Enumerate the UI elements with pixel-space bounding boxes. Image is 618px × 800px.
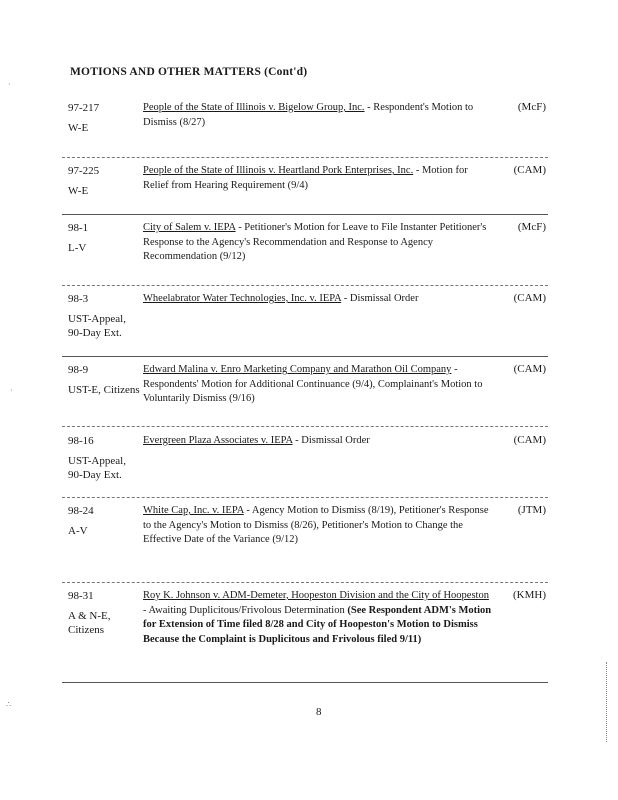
case-caption: Roy K. Johnson v. ADM-Demeter, Hoopeston Division and the City of Hoopeston bbox=[143, 590, 489, 601]
docket-number: 98-31 bbox=[68, 590, 94, 602]
row-divider bbox=[62, 157, 548, 158]
entry-note: (See Respondent ADM's Motion for Extension of Time filed 8/28 and City of Hoopeston's Motion to Dismiss Because the Complaint is Duplicitous and Frivolous filed 9/11) bbox=[143, 604, 492, 645]
entry-body bbox=[143, 504, 493, 548]
case-classification: UST-E, Citizens bbox=[68, 384, 140, 396]
case-caption: Evergreen Plaza Associates v. IEPA bbox=[143, 435, 293, 446]
entry-body bbox=[143, 363, 493, 407]
page-number: 8 bbox=[316, 706, 322, 718]
case-caption: White Cap, Inc. v. IEPA bbox=[143, 505, 244, 516]
board-member-initials: (KMH) bbox=[513, 589, 546, 601]
case-classification: A & N-E, Citizens bbox=[68, 610, 111, 636]
docket-number: 98-16 bbox=[68, 435, 94, 447]
entry-description: - Dismissal Order bbox=[292, 435, 370, 446]
row-divider bbox=[62, 356, 548, 357]
entry-description: - Motion for Relief from Hearing Requirement (9/4) bbox=[143, 165, 468, 191]
docket-number: 97-217 bbox=[68, 102, 100, 114]
board-member-initials: (JTM) bbox=[517, 504, 546, 516]
case-caption: Edward Malina v. Enro Marketing Company and Marathon Oil Company bbox=[143, 364, 452, 375]
case-classification: UST-Appeal, 90-Day Ext. bbox=[68, 455, 126, 481]
docket-cell bbox=[68, 101, 142, 135]
entry-description: - Respondents' Motion for Additional Continuance (9/4), Complainant's Motion to Voluntarily Dismiss (9/16) bbox=[143, 364, 483, 404]
page-title: MOTIONS AND OTHER MATTERS (Cont'd) bbox=[70, 66, 308, 78]
entry-body bbox=[143, 434, 493, 449]
entry-body bbox=[143, 164, 493, 193]
row-divider bbox=[62, 497, 548, 498]
entry-description: - Respondent's Motion to Dismiss (8/27) bbox=[143, 102, 474, 128]
row-divider bbox=[62, 214, 548, 215]
scan-speck: · bbox=[10, 386, 13, 395]
entry-body bbox=[143, 221, 493, 265]
board-member-initials: (CAM) bbox=[513, 292, 546, 304]
docket-cell bbox=[68, 221, 142, 255]
docket-cell bbox=[68, 434, 142, 482]
case-caption: Wheelabrator Water Technologies, Inc. v. IEPA bbox=[143, 293, 342, 304]
docket-number: 98-24 bbox=[68, 505, 94, 517]
docket-number: 97-225 bbox=[68, 165, 100, 177]
docket-number: 98-3 bbox=[68, 293, 89, 305]
case-classification: UST-Appeal, 90-Day Ext. bbox=[68, 313, 126, 339]
row-divider bbox=[62, 426, 548, 427]
board-member-initials: (CAM) bbox=[513, 434, 546, 446]
board-member-initials: (McF) bbox=[517, 101, 546, 113]
board-member-initials: (McF) bbox=[517, 221, 546, 233]
docket-number: 98-1 bbox=[68, 222, 89, 234]
docket-cell bbox=[68, 292, 142, 340]
entry-description: - Agency Motion to Dismiss (8/19), Petitioner's Response to the Agency's Motion to Dismiss (8/26), Petitioner's Motion to Change the Effective Date of the Variance (9/12) bbox=[143, 505, 489, 545]
scan-margin-mark bbox=[606, 662, 607, 742]
board-member-initials: (CAM) bbox=[513, 363, 546, 375]
case-classification: W-E bbox=[68, 185, 89, 197]
entry-body bbox=[143, 292, 493, 307]
row-divider bbox=[62, 285, 548, 286]
case-caption: People of the State of Illinois v. Bigelow Group, Inc. bbox=[143, 102, 365, 113]
entry-body bbox=[143, 589, 493, 647]
docket-cell bbox=[68, 164, 142, 198]
entry-description: - Petitioner's Motion for Leave to File Instanter Petitioner's Response to the Agency's Recommendation and Response to Agency Recommendation (9/12) bbox=[143, 222, 487, 262]
row-divider bbox=[62, 682, 548, 683]
entry-description: - Awaiting Duplicitous/Frivolous Determination bbox=[143, 604, 348, 616]
entry-body bbox=[143, 101, 493, 130]
case-classification: A-V bbox=[68, 525, 88, 537]
case-classification: L-V bbox=[68, 242, 87, 254]
docket-cell bbox=[68, 363, 142, 397]
docket-cell bbox=[68, 504, 142, 538]
board-member-initials: (CAM) bbox=[513, 164, 546, 176]
scan-speck: · bbox=[8, 80, 11, 89]
scan-speck: ∴ bbox=[6, 700, 12, 709]
case-classification: W-E bbox=[68, 122, 89, 134]
docket-number: 98-9 bbox=[68, 364, 89, 376]
case-caption: People of the State of Illinois v. Heartland Pork Enterprises, Inc. bbox=[143, 165, 414, 176]
case-caption: City of Salem v. IEPA bbox=[143, 222, 236, 233]
row-divider bbox=[62, 582, 548, 583]
docket-cell bbox=[68, 589, 142, 637]
entry-description: - Dismissal Order bbox=[341, 293, 419, 304]
